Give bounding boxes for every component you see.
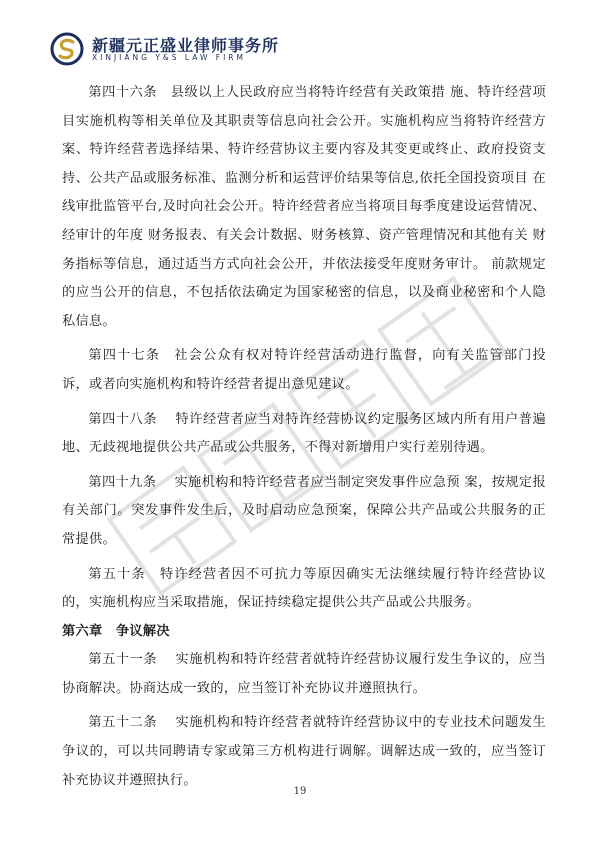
firm-logo-icon <box>50 32 84 66</box>
article-49: 第四十九条 实施机构和特许经营者应当制定突发事件应急预 案，按规定报有关部门。突发事件发生后，及时启动应急预案，保障公共产品或公共服务的正常提供。 <box>62 474 546 547</box>
article-47: 第四十七条 社会公众有权对特许经营活动进行监督，向有关监管部门投诉，或者向实施机构和特许经营者提出意见建议。 <box>62 348 546 392</box>
article-46: 第四十六条 县级以上人民政府应当将特许经营有关政策措 施、特许经营项目实施机构等相关单位及其职责等信息向社会公开。实施机构应当将特许经营方案、特许经营者选择结果、特许经营协议主要内容及其变更或终止、政府投资支持、公共产品或服务标准、监测分析和运营评价结果等信息,依托全国投资项目 在线审批监管平台,及时向社会公开。特许经营者应当将项目每季度建设运营情况、经审计的年度 财务报表、有关会计数据、财务核算、资产管理情况和其他有关 财务指标等信息，通过适当方式向社会公开，并依法接受年度财务审计。 前款规定的应当公开的信息，不包括依法确定为国家秘密的信息，以及商业秘密和个人隐私信息。 <box>62 85 546 329</box>
chapter-heading: 第六章 争议解决 <box>62 623 170 639</box>
firm-name: 新疆元正盛业律师事务所 <box>92 36 280 55</box>
article-50: 第五十条 特许经营者因不可抗力等原因确实无法继续履行特许经营协议的，实施机构应当采取措施，保证持续稳定提供公共产品或公共服务。 <box>62 566 546 611</box>
letterhead <box>50 30 310 70</box>
page-number: 19 <box>293 786 307 797</box>
article-48: 第四十八条 特许经营者应当对特许经营协议约定服务区域内所有用户普遍地、无歧视地提供公共产品或公共服务，不得对新增用户实行差别待遇。 <box>62 411 546 456</box>
article-51: 第五十一条 实施机构和特许经营者就特许经营协议履行发生争议的，应当协商解决。协商达成一致的，应当签订补充协议并遵照执行。 <box>62 652 546 696</box>
article-52: 第五十二条 实施机构和特许经营者就特许经营协议中的专业技术问题发生争议的，可以共同聘请专家或第三方机构进行调解。调解达成一致的，应当签订补充协议并遵照执行。 <box>62 715 546 788</box>
firm-name-english: XINJIANG Y&S LAW FIRM <box>92 53 246 62</box>
document-body <box>62 79 546 801</box>
